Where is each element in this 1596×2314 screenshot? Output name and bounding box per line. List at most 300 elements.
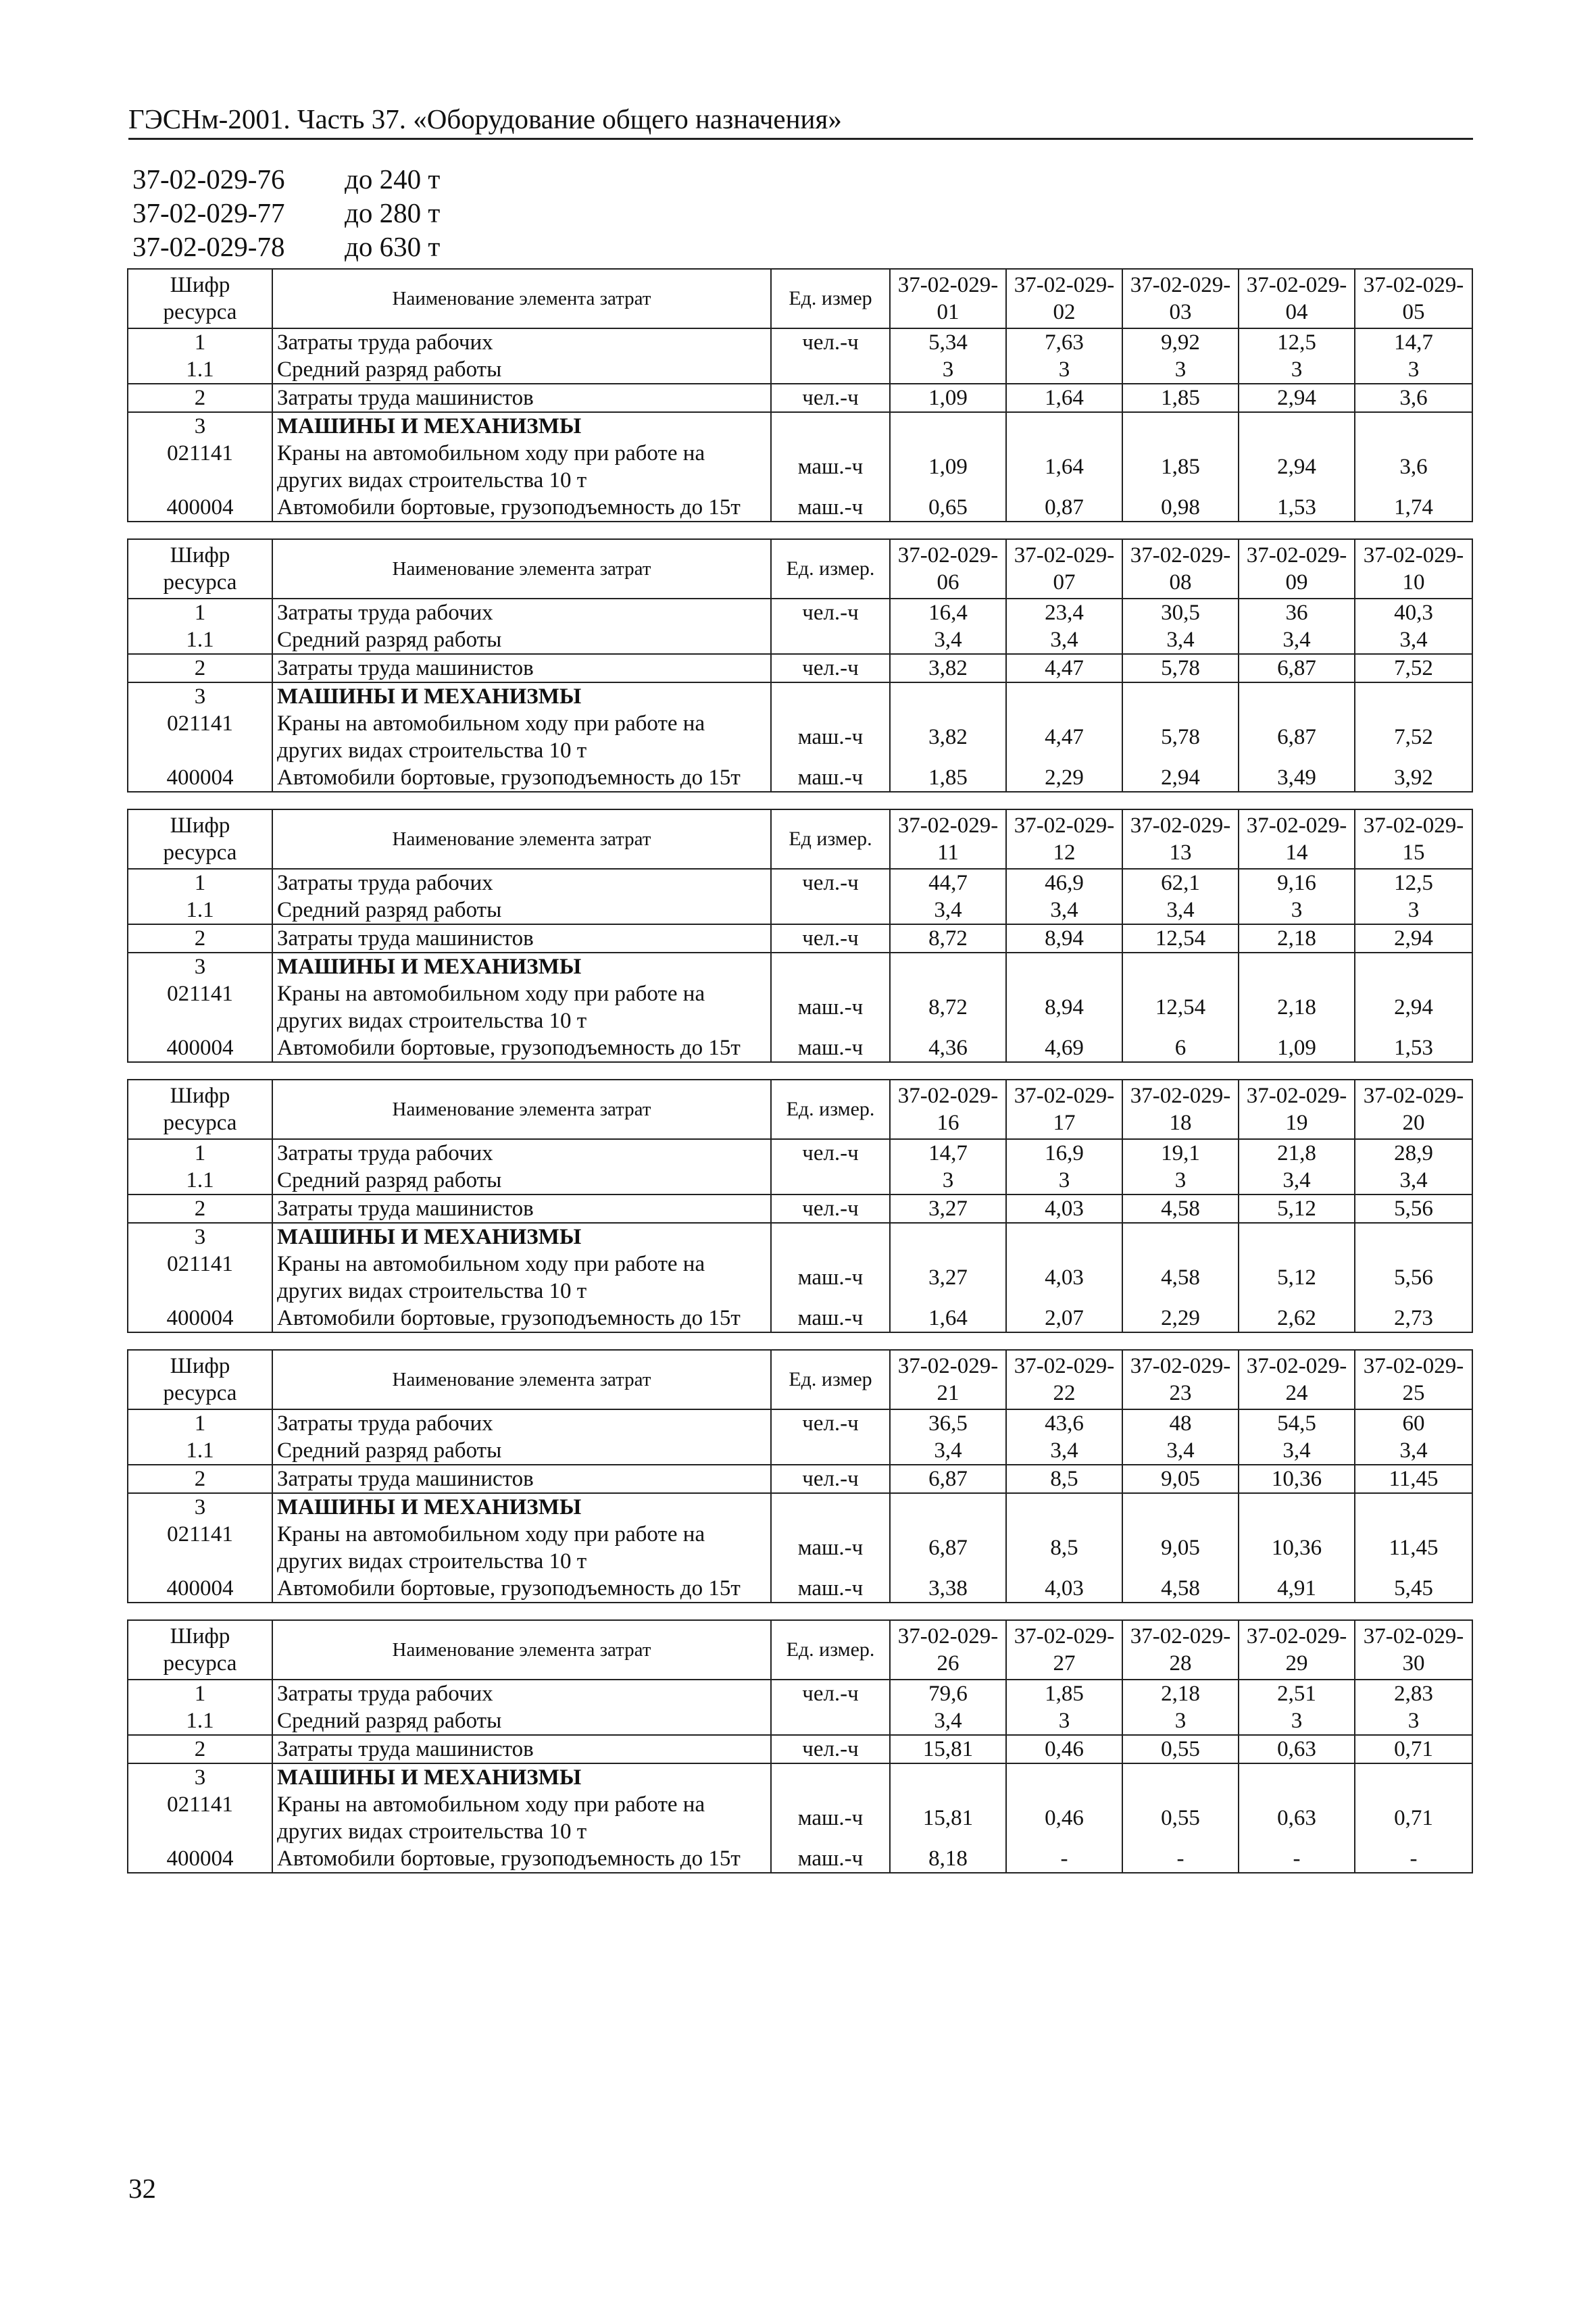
table-row xyxy=(128,1735,1472,1763)
cell-value: 62,1 xyxy=(1122,869,1239,897)
column-header-norm-code: 37-02-029-23 xyxy=(1122,1350,1239,1409)
cell-value: 14,7 xyxy=(890,1139,1006,1167)
column-header-code: Шифр ресурса xyxy=(128,1080,272,1139)
cell-value: 7,63 xyxy=(1006,328,1122,356)
cell-value: 19,1 xyxy=(1122,1139,1239,1167)
row-unit xyxy=(771,953,890,980)
cell-value: 2,83 xyxy=(1355,1680,1472,1707)
table-row xyxy=(128,1620,1472,1680)
cell-value xyxy=(1355,682,1472,710)
column-header-norm-code: 37-02-029-05 xyxy=(1355,269,1472,328)
norm-code: 37-02-029-76 xyxy=(132,164,285,195)
cell-value xyxy=(1239,953,1355,980)
row-name: Краны на автомобильном ходу при работе на других видах строительства 10 т xyxy=(272,1791,771,1845)
cell-value: 5,12 xyxy=(1239,1251,1355,1305)
cell-value: 4,69 xyxy=(1006,1034,1122,1062)
column-header-unit: Ед измер. xyxy=(771,809,890,869)
document-title: ГЭСНм-2001. Часть 37. «Оборудование общего назначения» xyxy=(128,103,842,134)
table-row xyxy=(128,1680,1472,1707)
cell-value: 5,34 xyxy=(890,328,1006,356)
cell-value: 1,53 xyxy=(1355,1034,1472,1062)
row-code: 1 xyxy=(128,1409,272,1437)
column-header-unit: Ед. измер. xyxy=(771,539,890,599)
cell-value: 14,7 xyxy=(1355,328,1472,356)
row-name: Затраты труда рабочих xyxy=(272,1680,771,1707)
column-header-name: Наименование элемента затрат xyxy=(272,1350,771,1409)
column-header-norm-code: 37-02-029-10 xyxy=(1355,539,1472,599)
cell-value: 1,85 xyxy=(1006,1680,1122,1707)
cell-value: 8,5 xyxy=(1006,1465,1122,1493)
row-name: МАШИНЫ И МЕХАНИЗМЫ xyxy=(272,1493,771,1521)
table-row xyxy=(128,440,1472,494)
row-unit: маш.-ч xyxy=(771,980,890,1034)
column-header-code: Шифр ресурса xyxy=(128,269,272,328)
table-row xyxy=(128,412,1472,440)
table-row xyxy=(128,1305,1472,1332)
cell-value: 15,81 xyxy=(890,1735,1006,1763)
row-unit: маш.-ч xyxy=(771,494,890,522)
cell-value: 6,87 xyxy=(890,1521,1006,1575)
cell-value: 2,51 xyxy=(1239,1680,1355,1707)
cell-value: 1,85 xyxy=(890,764,1006,792)
table-row xyxy=(128,654,1472,682)
cell-value: 1,64 xyxy=(1006,384,1122,412)
cell-value xyxy=(890,412,1006,440)
row-code: 1 xyxy=(128,1680,272,1707)
cell-value: 3,4 xyxy=(1239,1167,1355,1194)
table-row xyxy=(128,269,1472,328)
resource-table xyxy=(127,809,1473,1063)
cell-value: 3 xyxy=(1239,356,1355,384)
column-header-norm-code: 37-02-029-08 xyxy=(1122,539,1239,599)
row-code: 2 xyxy=(128,1465,272,1493)
norm-code-list xyxy=(132,162,440,263)
resource-table xyxy=(127,1349,1473,1603)
norm-tables xyxy=(127,268,1472,1890)
cell-value: 79,6 xyxy=(890,1680,1006,1707)
cell-value: 3 xyxy=(1122,356,1239,384)
cell-value: 5,56 xyxy=(1355,1251,1472,1305)
cell-value: 2,94 xyxy=(1239,440,1355,494)
column-header-norm-code: 37-02-029-01 xyxy=(890,269,1006,328)
cell-value xyxy=(1239,1223,1355,1251)
cell-value: 2,18 xyxy=(1239,980,1355,1034)
row-unit: чел.-ч xyxy=(771,1735,890,1763)
table-row xyxy=(128,1251,1472,1305)
cell-value xyxy=(1239,412,1355,440)
cell-value: 3,4 xyxy=(1006,626,1122,654)
cell-value: 3,82 xyxy=(890,654,1006,682)
table-row xyxy=(128,1139,1472,1167)
cell-value: 9,05 xyxy=(1122,1521,1239,1575)
row-unit: чел.-ч xyxy=(771,1409,890,1437)
cell-value: 3,4 xyxy=(1355,626,1472,654)
cell-value: 8,72 xyxy=(890,980,1006,1034)
cell-value: 1,74 xyxy=(1355,494,1472,522)
column-header-norm-code: 37-02-029-02 xyxy=(1006,269,1122,328)
cell-value: 54,5 xyxy=(1239,1409,1355,1437)
row-code: 1 xyxy=(128,1139,272,1167)
cell-value: 48 xyxy=(1122,1409,1239,1437)
row-unit xyxy=(771,1763,890,1791)
column-header-norm-code: 37-02-029-16 xyxy=(890,1080,1006,1139)
cell-value: 1,53 xyxy=(1239,494,1355,522)
cell-value xyxy=(1355,953,1472,980)
row-code: 021141 xyxy=(128,1791,272,1845)
cell-value: 43,6 xyxy=(1006,1409,1122,1437)
row-code: 1.1 xyxy=(128,1437,272,1465)
row-name: Средний разряд работы xyxy=(272,1437,771,1465)
row-name: Автомобили бортовые, грузоподъемность до 15т xyxy=(272,1575,771,1603)
row-name: Затраты труда машинистов xyxy=(272,654,771,682)
cell-value: 3,4 xyxy=(890,626,1006,654)
cell-value xyxy=(1122,682,1239,710)
cell-value: 0,63 xyxy=(1239,1791,1355,1845)
row-unit: маш.-ч xyxy=(771,1575,890,1603)
cell-value: 2,62 xyxy=(1239,1305,1355,1332)
cell-value: 3 xyxy=(1006,1167,1122,1194)
row-code: 400004 xyxy=(128,494,272,522)
row-code: 1 xyxy=(128,599,272,626)
column-header-norm-code: 37-02-029-22 xyxy=(1006,1350,1122,1409)
row-name: Краны на автомобильном ходу при работе на других видах строительства 10 т xyxy=(272,1251,771,1305)
column-header-code: Шифр ресурса xyxy=(128,809,272,869)
cell-value: 0,65 xyxy=(890,494,1006,522)
cell-value: 3,4 xyxy=(890,1707,1006,1735)
cell-value: 2,18 xyxy=(1122,1680,1239,1707)
row-unit xyxy=(771,1437,890,1465)
row-code: 3 xyxy=(128,412,272,440)
row-name: Средний разряд работы xyxy=(272,356,771,384)
row-code: 021141 xyxy=(128,440,272,494)
row-unit: чел.-ч xyxy=(771,924,890,953)
cell-value: 16,4 xyxy=(890,599,1006,626)
row-unit: чел.-ч xyxy=(771,384,890,412)
cell-value xyxy=(1355,1493,1472,1521)
cell-value: 8,94 xyxy=(1006,924,1122,953)
row-name: Затраты труда машинистов xyxy=(272,384,771,412)
cell-value: 3 xyxy=(1122,1167,1239,1194)
cell-value: 3,4 xyxy=(1122,1437,1239,1465)
column-header-norm-code: 37-02-029-17 xyxy=(1006,1080,1122,1139)
row-unit xyxy=(771,626,890,654)
table-row xyxy=(128,924,1472,953)
row-name: Затраты труда машинистов xyxy=(272,924,771,953)
cell-value: 1,09 xyxy=(890,440,1006,494)
row-code: 1 xyxy=(128,328,272,356)
cell-value xyxy=(890,953,1006,980)
cell-value: 8,18 xyxy=(890,1845,1006,1873)
cell-value: 3 xyxy=(890,356,1006,384)
cell-value: 12,54 xyxy=(1122,924,1239,953)
row-name: Краны на автомобильном ходу при работе на других видах строительства 10 т xyxy=(272,710,771,764)
table-row xyxy=(128,356,1472,384)
cell-value: 36 xyxy=(1239,599,1355,626)
column-header-name: Наименование элемента затрат xyxy=(272,1080,771,1139)
row-code: 1.1 xyxy=(128,1707,272,1735)
cell-value: 3,4 xyxy=(890,897,1006,924)
column-header-unit: Ед. измер xyxy=(771,1350,890,1409)
cell-value: 46,9 xyxy=(1006,869,1122,897)
column-header-norm-code: 37-02-029-11 xyxy=(890,809,1006,869)
table-row xyxy=(128,1034,1472,1062)
row-unit: чел.-ч xyxy=(771,1465,890,1493)
cell-value: 4,03 xyxy=(1006,1575,1122,1603)
cell-value: 16,9 xyxy=(1006,1139,1122,1167)
table-row xyxy=(128,328,1472,356)
row-unit: чел.-ч xyxy=(771,599,890,626)
row-code: 400004 xyxy=(128,1305,272,1332)
norm-code-row xyxy=(132,196,440,230)
row-unit xyxy=(771,412,890,440)
cell-value: 0,98 xyxy=(1122,494,1239,522)
cell-value: 5,12 xyxy=(1239,1194,1355,1223)
row-name: Затраты труда рабочих xyxy=(272,869,771,897)
cell-value: 3,4 xyxy=(1006,1437,1122,1465)
cell-value: 23,4 xyxy=(1006,599,1122,626)
row-unit: маш.-ч xyxy=(771,1791,890,1845)
column-header-norm-code: 37-02-029-14 xyxy=(1239,809,1355,869)
cell-value xyxy=(1006,412,1122,440)
row-name: Затраты труда машинистов xyxy=(272,1735,771,1763)
row-unit: маш.-ч xyxy=(771,764,890,792)
row-code: 2 xyxy=(128,924,272,953)
cell-value: - xyxy=(1239,1845,1355,1873)
cell-value xyxy=(890,1763,1006,1791)
cell-value: 6,87 xyxy=(1239,654,1355,682)
row-unit: маш.-ч xyxy=(771,1034,890,1062)
cell-value: 28,9 xyxy=(1355,1139,1472,1167)
column-header-norm-code: 37-02-029-26 xyxy=(890,1620,1006,1680)
cell-value: 3,4 xyxy=(1239,626,1355,654)
table-row xyxy=(128,1845,1472,1873)
row-unit: чел.-ч xyxy=(771,654,890,682)
row-name: Автомобили бортовые, грузоподъемность до 15т xyxy=(272,764,771,792)
norm-code-desc: до 630 т xyxy=(345,231,441,262)
cell-value: 12,5 xyxy=(1239,328,1355,356)
norm-code: 37-02-029-77 xyxy=(132,197,285,228)
cell-value: 0,71 xyxy=(1355,1791,1472,1845)
cell-value: 2,29 xyxy=(1122,1305,1239,1332)
row-name: Автомобили бортовые, грузоподъемность до 15т xyxy=(272,1034,771,1062)
row-name: Средний разряд работы xyxy=(272,1167,771,1194)
cell-value: 7,52 xyxy=(1355,654,1472,682)
row-code: 1.1 xyxy=(128,356,272,384)
column-header-norm-code: 37-02-029-28 xyxy=(1122,1620,1239,1680)
table-row xyxy=(128,764,1472,792)
cell-value xyxy=(1006,953,1122,980)
table-row xyxy=(128,1493,1472,1521)
row-name: Автомобили бортовые, грузоподъемность до 15т xyxy=(272,1305,771,1332)
cell-value: 1,09 xyxy=(890,384,1006,412)
table-row xyxy=(128,626,1472,654)
cell-value: 12,54 xyxy=(1122,980,1239,1034)
table-row xyxy=(128,384,1472,412)
row-code: 2 xyxy=(128,1735,272,1763)
column-header-norm-code: 37-02-029-30 xyxy=(1355,1620,1472,1680)
cell-value: 7,52 xyxy=(1355,710,1472,764)
row-name: МАШИНЫ И МЕХАНИЗМЫ xyxy=(272,1223,771,1251)
resource-table xyxy=(127,1079,1473,1333)
cell-value: 0,55 xyxy=(1122,1735,1239,1763)
cell-value: 3 xyxy=(1006,1707,1122,1735)
table-row xyxy=(128,494,1472,522)
table-row xyxy=(128,1409,1472,1437)
cell-value: 6 xyxy=(1122,1034,1239,1062)
cell-value: 1,64 xyxy=(890,1305,1006,1332)
row-unit: маш.-ч xyxy=(771,710,890,764)
cell-value xyxy=(1122,1763,1239,1791)
cell-value: 4,58 xyxy=(1122,1251,1239,1305)
cell-value: 15,81 xyxy=(890,1791,1006,1845)
cell-value: 3,4 xyxy=(1355,1437,1472,1465)
column-header-name: Наименование элемента затрат xyxy=(272,1620,771,1680)
cell-value: 0,71 xyxy=(1355,1735,1472,1763)
column-header-code: Шифр ресурса xyxy=(128,539,272,599)
cell-value xyxy=(1122,953,1239,980)
cell-value: 3,27 xyxy=(890,1251,1006,1305)
cell-value: 4,91 xyxy=(1239,1575,1355,1603)
table-row xyxy=(128,1080,1472,1139)
column-header-norm-code: 37-02-029-24 xyxy=(1239,1350,1355,1409)
table-row xyxy=(128,1763,1472,1791)
cell-value: 1,85 xyxy=(1122,440,1239,494)
row-code: 400004 xyxy=(128,1575,272,1603)
table-row xyxy=(128,539,1472,599)
cell-value: 30,5 xyxy=(1122,599,1239,626)
column-header-code: Шифр ресурса xyxy=(128,1620,272,1680)
column-header-norm-code: 37-02-029-20 xyxy=(1355,1080,1472,1139)
cell-value: 3,38 xyxy=(890,1575,1006,1603)
row-name: Затраты труда машинистов xyxy=(272,1465,771,1493)
cell-value: 0,87 xyxy=(1006,494,1122,522)
row-code: 1.1 xyxy=(128,1167,272,1194)
row-code: 1 xyxy=(128,869,272,897)
cell-value: 40,3 xyxy=(1355,599,1472,626)
row-name: МАШИНЫ И МЕХАНИЗМЫ xyxy=(272,682,771,710)
row-unit: маш.-ч xyxy=(771,1845,890,1873)
cell-value xyxy=(890,682,1006,710)
table-row xyxy=(128,1437,1472,1465)
cell-value: 1,85 xyxy=(1122,384,1239,412)
norm-code-row xyxy=(132,162,440,196)
column-header-norm-code: 37-02-029-18 xyxy=(1122,1080,1239,1139)
cell-value: 2,94 xyxy=(1239,384,1355,412)
cell-value xyxy=(1355,412,1472,440)
column-header-norm-code: 37-02-029-13 xyxy=(1122,809,1239,869)
cell-value xyxy=(890,1493,1006,1521)
table-row xyxy=(128,599,1472,626)
cell-value: 4,47 xyxy=(1006,710,1122,764)
table-row xyxy=(128,897,1472,924)
cell-value: 5,56 xyxy=(1355,1194,1472,1223)
cell-value: 3,4 xyxy=(1006,897,1122,924)
row-unit xyxy=(771,897,890,924)
cell-value: 3,82 xyxy=(890,710,1006,764)
cell-value: 44,7 xyxy=(890,869,1006,897)
row-name: Средний разряд работы xyxy=(272,897,771,924)
row-unit: чел.-ч xyxy=(771,1194,890,1223)
table-row xyxy=(128,953,1472,980)
cell-value: 2,94 xyxy=(1122,764,1239,792)
cell-value: 21,8 xyxy=(1239,1139,1355,1167)
row-name: Затраты труда машинистов xyxy=(272,1194,771,1223)
cell-value: - xyxy=(1122,1845,1239,1873)
cell-value: 3,6 xyxy=(1355,384,1472,412)
cell-value: 10,36 xyxy=(1239,1465,1355,1493)
cell-value: 10,36 xyxy=(1239,1521,1355,1575)
table-row xyxy=(128,869,1472,897)
cell-value: 3,4 xyxy=(890,1437,1006,1465)
cell-value: 3,6 xyxy=(1355,440,1472,494)
norm-code-desc: до 280 т xyxy=(345,197,441,228)
cell-value: 0,46 xyxy=(1006,1791,1122,1845)
row-name: Краны на автомобильном ходу при работе на других видах строительства 10 т xyxy=(272,980,771,1034)
cell-value: 2,07 xyxy=(1006,1305,1122,1332)
cell-value: 8,5 xyxy=(1006,1521,1122,1575)
row-unit xyxy=(771,1167,890,1194)
cell-value xyxy=(1239,682,1355,710)
cell-value: 3 xyxy=(890,1167,1006,1194)
column-header-norm-code: 37-02-029-06 xyxy=(890,539,1006,599)
row-code: 021141 xyxy=(128,1521,272,1575)
resource-table xyxy=(127,268,1473,522)
cell-value: 3,4 xyxy=(1239,1437,1355,1465)
cell-value: 4,36 xyxy=(890,1034,1006,1062)
column-header-name: Наименование элемента затрат xyxy=(272,269,771,328)
table-row xyxy=(128,1707,1472,1735)
column-header-norm-code: 37-02-029-12 xyxy=(1006,809,1122,869)
row-code: 3 xyxy=(128,1763,272,1791)
cell-value xyxy=(1122,1493,1239,1521)
column-header-norm-code: 37-02-029-15 xyxy=(1355,809,1472,869)
row-name: Краны на автомобильном ходу при работе на других видах строительства 10 т xyxy=(272,440,771,494)
row-unit xyxy=(771,682,890,710)
column-header-norm-code: 37-02-029-07 xyxy=(1006,539,1122,599)
table-row xyxy=(128,682,1472,710)
norm-code-row xyxy=(132,230,440,263)
table-row xyxy=(128,1575,1472,1603)
row-unit: маш.-ч xyxy=(771,1521,890,1575)
row-code: 400004 xyxy=(128,764,272,792)
cell-value: 11,45 xyxy=(1355,1465,1472,1493)
row-code: 3 xyxy=(128,1493,272,1521)
cell-value: 2,29 xyxy=(1006,764,1122,792)
cell-value xyxy=(1006,1493,1122,1521)
column-header-name: Наименование элемента затрат xyxy=(272,539,771,599)
row-unit xyxy=(771,1223,890,1251)
cell-value: 0,63 xyxy=(1239,1735,1355,1763)
row-unit: маш.-ч xyxy=(771,1305,890,1332)
cell-value: 4,58 xyxy=(1122,1194,1239,1223)
column-header-norm-code: 37-02-029-29 xyxy=(1239,1620,1355,1680)
row-unit: чел.-ч xyxy=(771,869,890,897)
cell-value: 3,4 xyxy=(1355,1167,1472,1194)
cell-value: 5,78 xyxy=(1122,654,1239,682)
table-row xyxy=(128,1167,1472,1194)
column-header-norm-code: 37-02-029-21 xyxy=(890,1350,1006,1409)
cell-value: 4,03 xyxy=(1006,1194,1122,1223)
cell-value xyxy=(890,1223,1006,1251)
table-row xyxy=(128,710,1472,764)
cell-value: 3,4 xyxy=(1122,626,1239,654)
cell-value: 3 xyxy=(1355,356,1472,384)
cell-value: 9,92 xyxy=(1122,328,1239,356)
cell-value: - xyxy=(1006,1845,1122,1873)
cell-value: 4,58 xyxy=(1122,1575,1239,1603)
table-row xyxy=(128,1223,1472,1251)
table-row xyxy=(128,980,1472,1034)
